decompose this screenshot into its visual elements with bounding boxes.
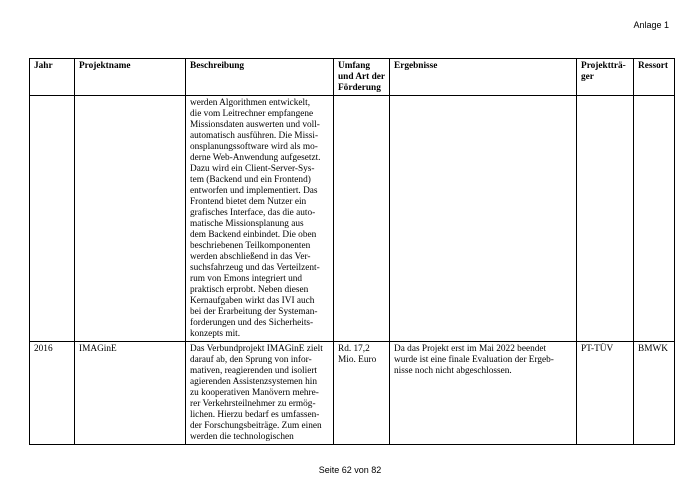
text-line: ger xyxy=(581,72,594,82)
text-line: Missionsdaten auswerten und voll- xyxy=(190,120,320,130)
text-line: werden Algorithmen entwickelt, xyxy=(190,98,311,108)
table-row-imagine xyxy=(30,342,675,445)
header-projekttraeger xyxy=(577,59,634,96)
cell-umfang xyxy=(334,342,390,445)
table-header-row xyxy=(30,59,675,96)
header-umfang xyxy=(334,59,390,96)
header-beschreibung xyxy=(186,59,334,96)
cell-ressort: BMWK xyxy=(634,342,675,445)
text-line: Frontend bietet dem Nutzer ein xyxy=(190,197,307,207)
text-line: Projektträ- xyxy=(581,61,626,71)
text-line: derne Web-Anwendung aufgesetzt. xyxy=(190,153,321,163)
text-line: bei der Erarbeitung der Systeman- xyxy=(190,307,318,317)
cell-projektname: IMAGinE xyxy=(75,342,186,445)
cell-projektname xyxy=(75,96,186,342)
text-line: Das Verbundprojekt IMAGinE zielt xyxy=(190,344,323,354)
text-line: forderungen und des Sicherheits- xyxy=(190,318,314,328)
text-line: entworfen und implementiert. Das xyxy=(190,186,318,196)
text-line: Mio. Euro xyxy=(338,355,377,365)
text-line: mativen, reagierenden und isoliert xyxy=(190,366,318,376)
text-line: nisse noch nicht abgeschlossen. xyxy=(394,366,512,376)
page-number: Seite 62 von 82 xyxy=(318,465,382,475)
cell-ergebnisse xyxy=(390,96,577,342)
text-line: werden die technologischen xyxy=(190,432,294,442)
cell-beschreibung xyxy=(186,96,334,342)
header-ergebnisse xyxy=(390,59,577,96)
text-line: agierenden Assistenzsystemen hin xyxy=(190,377,318,387)
text-line: lichen. Hierzu bedarf es umfassen- xyxy=(190,410,320,420)
header-projektname xyxy=(75,59,186,96)
text-line: matische Missionsplanung aus xyxy=(190,219,304,229)
text-line: die vom Leitrechner empfangene xyxy=(190,109,314,119)
cell-beschreibung xyxy=(186,342,334,445)
cell-projekttraeger xyxy=(577,96,634,342)
text-line: praktisch erprobt. Neben diesen xyxy=(190,285,309,295)
text-line: Umfang xyxy=(338,61,371,71)
text-line: rum von Emons integriert und xyxy=(190,274,303,284)
text-line: rer Verkehrsteilnehmer zu ermög- xyxy=(190,399,316,409)
text-line: Kernaufgaben wirkt das IVI auch xyxy=(190,296,315,306)
text-line: wurde ist eine finale Evaluation der Ergeb- xyxy=(394,355,554,365)
cell-jahr xyxy=(30,96,75,342)
text-line: beschriebenen Teilkomponenten xyxy=(190,241,311,251)
text-line: und Art der xyxy=(338,72,386,82)
text-line: tem (Backend und ein Frontend) xyxy=(190,175,311,185)
table-row-continued xyxy=(30,96,675,342)
text-line: automatisch ausführen. Die Missi- xyxy=(190,131,319,141)
header-jahr xyxy=(30,59,75,96)
annex-label: Anlage 1 xyxy=(633,20,669,30)
text-line: Projektname xyxy=(79,61,131,71)
text-line: Beschreibung xyxy=(190,61,245,71)
text-line: werden abschließend in das Ver- xyxy=(190,252,311,262)
text-line: onsplanungssoftware wird als mo- xyxy=(190,142,318,152)
text-line: Ergebnisse xyxy=(394,61,438,71)
text-line: suchsfahrzeug und das Verteilzent- xyxy=(190,263,320,273)
text-line: grafisches Interface, das die auto- xyxy=(190,208,316,218)
text-line: Dazu wird ein Client-Server-Sys- xyxy=(190,164,315,174)
text-line: Ressort xyxy=(638,61,668,71)
text-line: Rd. 17,2 xyxy=(338,344,370,354)
text-line: konzepts mit. xyxy=(190,329,241,339)
cell-ressort xyxy=(634,96,675,342)
cell-jahr: 2016 xyxy=(30,342,75,445)
header-ressort xyxy=(634,59,675,96)
text-line: dem Backend einbindet. Die oben xyxy=(190,230,317,240)
text-line: darauf ab, den Sprung von infor- xyxy=(190,355,312,365)
text-line: der Forschungsbeiträge. Zum einen xyxy=(190,421,322,431)
cell-projekttraeger: PT-TÜV xyxy=(577,342,634,445)
project-table xyxy=(29,58,675,445)
cell-ergebnisse xyxy=(390,342,577,445)
text-line: zu kooperativen Manövern mehre- xyxy=(190,388,319,398)
text-line: Da das Projekt erst im Mai 2022 beendet xyxy=(394,344,547,354)
cell-umfang xyxy=(334,96,390,342)
text-line: Jahr xyxy=(34,61,53,71)
text-line: Förderung xyxy=(338,83,381,93)
